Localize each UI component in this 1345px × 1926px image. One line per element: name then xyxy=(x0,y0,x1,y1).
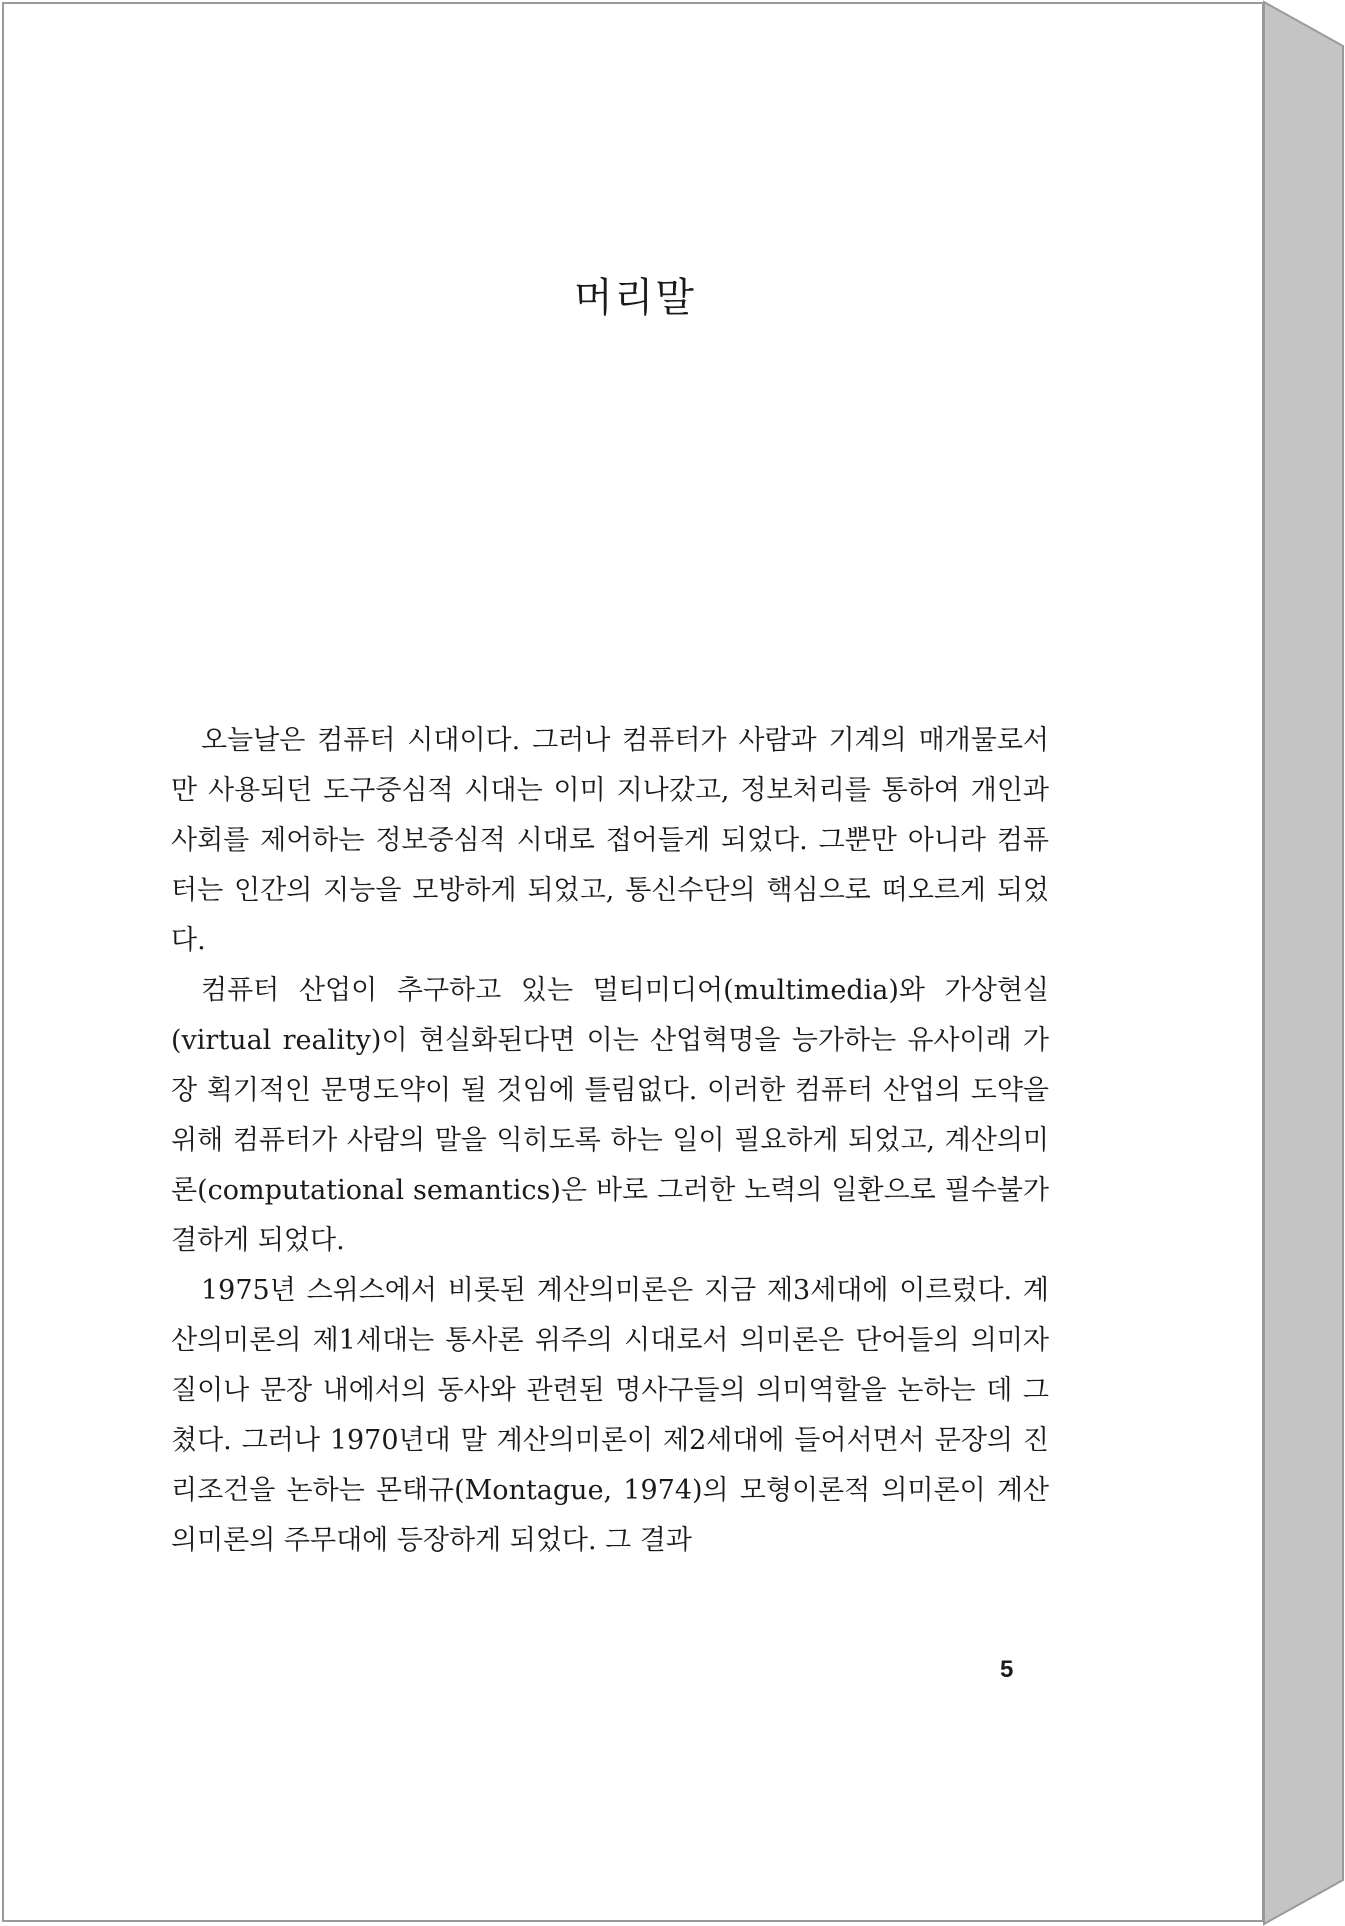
body-text xyxy=(171,716,1049,1566)
paragraph-1: 오늘날은 컴퓨터 시대이다. 그러나 컴퓨터가 사람과 기계의 매개물로서만 사용되던 도구중심적 시대는 이미 지나갔고, 정보처리를 통하여 개인과 사회를 제어하는 정보중심적 시대로 접어들게 되었다. 그뿐만 아니라 컴퓨터는 인간의 지능을 모방하게 되었고, 통신수단의 핵심으로 떠오르게 되었다. xyxy=(171,725,1049,956)
paragraph-2: 컴퓨터 산업이 추구하고 있는 멀티미디어(multimedia)와 가상현실(virtual reality)이 현실화된다면 이는 산업혁명을 능가하는 유사이래 가장 획기적인 문명도약이 될 것임에 틀림없다. 이러한 컴퓨터 산업의 도약을 위해 컴퓨터가 사람의 말을 익히도록 하는 일이 필요하게 되었고, 계산의미론(computational semantics)은 바로 그러한 노력의 일환으로 필수불가결하게 되었다. xyxy=(171,975,1049,1256)
paragraph-3: 1975년 스위스에서 비롯된 계산의미론은 지금 제3세대에 이르렀다. 계산의미론의 제1세대는 통사론 위주의 시대로서 의미론은 단어들의 의미자질이나 문장 내에서의 동사와 관련된 명사구들의 의미역할을 논하는 데 그쳤다. 그러나 1970년대 말 계산의미론이 제2세대에 들어서면서 문장의 진리조건을 논하는 몬태규(Montague, 1974)의 모형이론적 의미론이 계산의미론의 주무대에 등장하게 되었다. 그 결과 xyxy=(171,1275,1049,1556)
book-page xyxy=(2,2,1264,1922)
page-title: 머리말 xyxy=(574,275,696,321)
page-number: 5 xyxy=(1000,1656,1014,1683)
book-edge-face xyxy=(1264,2,1343,1924)
